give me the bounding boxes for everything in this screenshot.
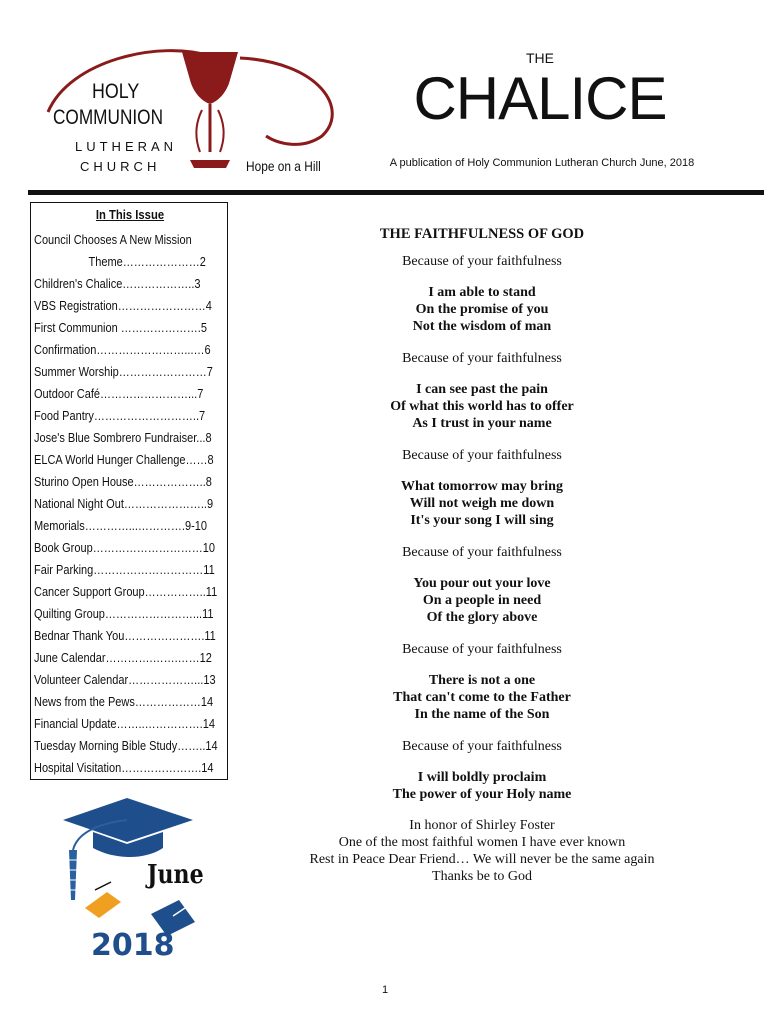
poem-line: The power of your Holy name: [392, 787, 572, 802]
poem-refrain: Because of your faithfulness: [402, 642, 562, 657]
toc-item: Quilting Group……………………...11: [34, 607, 214, 621]
poem-line: Not the wisdom of man: [412, 319, 552, 334]
toc-item: News from the Pews………………14: [34, 695, 214, 709]
masthead-the: THE: [526, 50, 554, 66]
poem-line: It's your song I will sing: [410, 513, 554, 528]
toc-item: Sturino Open House………………..8: [34, 475, 212, 489]
poem-refrain: Because of your faithfulness: [402, 254, 562, 269]
publication-line: A publication of Holy Communion Lutheran Church June, 2018: [389, 157, 695, 169]
poem-line: In the name of the Son: [414, 707, 550, 722]
poem-line: On the promise of you: [415, 302, 549, 317]
toc-item: Volunteer Calendar………………...13: [34, 673, 216, 687]
church-logo: [30, 40, 360, 190]
toc-item: Confirmation……………………...…6: [34, 343, 211, 357]
poem-stanza: [270, 284, 694, 335]
poem-line: I will boldly proclaim: [417, 770, 547, 785]
dedication-line: In honor of Shirley Foster: [409, 818, 555, 833]
graduation-graphic: [55, 790, 215, 970]
header-divider: [28, 190, 764, 195]
toc-item: Summer Worship……………………7: [34, 365, 213, 379]
poem-line: You pour out your love: [413, 576, 551, 591]
toc-list: [34, 229, 224, 779]
poem-line: I can see past the pain: [416, 382, 548, 397]
poem-refrain: Because of your faithfulness: [402, 545, 562, 560]
toc-item: Tuesday Morning Bible Study……..14: [34, 739, 218, 753]
toc-item: Fair Parking…………………………11: [34, 563, 215, 577]
dedication-line: Thanks be to God: [432, 869, 532, 884]
graphic-year: 2018: [91, 928, 175, 963]
poem-line: I am able to stand: [428, 285, 536, 300]
logo-line-holy: HOLY: [92, 80, 140, 103]
poem-line: On a people in need: [422, 593, 542, 608]
newsletter-title: CHALICE: [413, 65, 667, 132]
poem-stanza: [270, 672, 694, 723]
toc-item: June Calendar………….…….……12: [34, 651, 212, 665]
poem-stanza: [270, 575, 694, 626]
poem-stanza: [270, 478, 694, 529]
poem-line: There is not a one: [428, 673, 536, 688]
poem-line: Of the glory above: [426, 610, 538, 625]
toc-item: Cancer Support Group……………..11: [34, 585, 218, 599]
logo-line-church: CHURCH: [80, 159, 161, 174]
toc-item: VBS Registration……………………4: [34, 299, 212, 313]
graphic-month: June: [147, 860, 204, 890]
toc-item: ELCA World Hunger Challenge……8: [34, 453, 214, 467]
poem-stanza: [270, 769, 694, 803]
poem-line: What tomorrow may bring: [401, 479, 563, 494]
page-number: 1: [381, 984, 389, 996]
toc-item: Food Pantry………………………..7: [34, 409, 206, 423]
toc-item: National Night Out…………………..9: [34, 497, 214, 511]
toc-item: Council Chooses A New Mission: [34, 233, 192, 247]
toc-item: Hospital Visitation………………….14: [34, 761, 214, 775]
toc-item: Bednar Thank You………………….11: [34, 629, 216, 643]
toc-item: Outdoor Café……………………...7: [34, 387, 204, 401]
toc-heading: In This Issue: [95, 208, 165, 222]
toc-item: Jose's Blue Sombrero Fundraiser...8: [34, 431, 212, 445]
poem-line: Of what this world has to offer: [390, 399, 574, 414]
poem-refrain: Because of your faithfulness: [402, 351, 562, 366]
poem: [270, 224, 694, 885]
toc-item: Book Group…………………………10: [34, 541, 215, 555]
logo-tagline: Hope on a Hill: [246, 158, 321, 174]
poem-line: That can't come to the Father: [393, 690, 571, 705]
dedication-line: Rest in Peace Dear Friend… We will never be the same again: [309, 852, 655, 867]
dedication-line: One of the most faithful women I have ever known: [338, 835, 626, 850]
logo-line-lutheran: LUTHERAN: [75, 139, 178, 154]
toc-item: Children's Chalice………………..3: [34, 277, 201, 291]
toc-item: Memorials…………...………….9-10: [34, 519, 207, 533]
poem-line: As I trust in your name: [412, 416, 552, 431]
toc-item: First Communion ………………….5: [34, 321, 207, 335]
dedication: [270, 817, 694, 885]
toc-item: Financial Update……..…………….14: [34, 717, 215, 731]
poem-refrain: Because of your faithfulness: [402, 739, 562, 754]
poem-line: Will not weigh me down: [409, 496, 555, 511]
toc-item: Theme…………………2: [88, 255, 206, 269]
poem-title: THE FAITHFULNESS OF GOD: [379, 226, 585, 242]
poem-stanza: [270, 381, 694, 432]
logo-line-communion: COMMUNION: [53, 106, 164, 129]
in-this-issue-box: [30, 202, 228, 780]
poem-refrain: Because of your faithfulness: [402, 448, 562, 463]
